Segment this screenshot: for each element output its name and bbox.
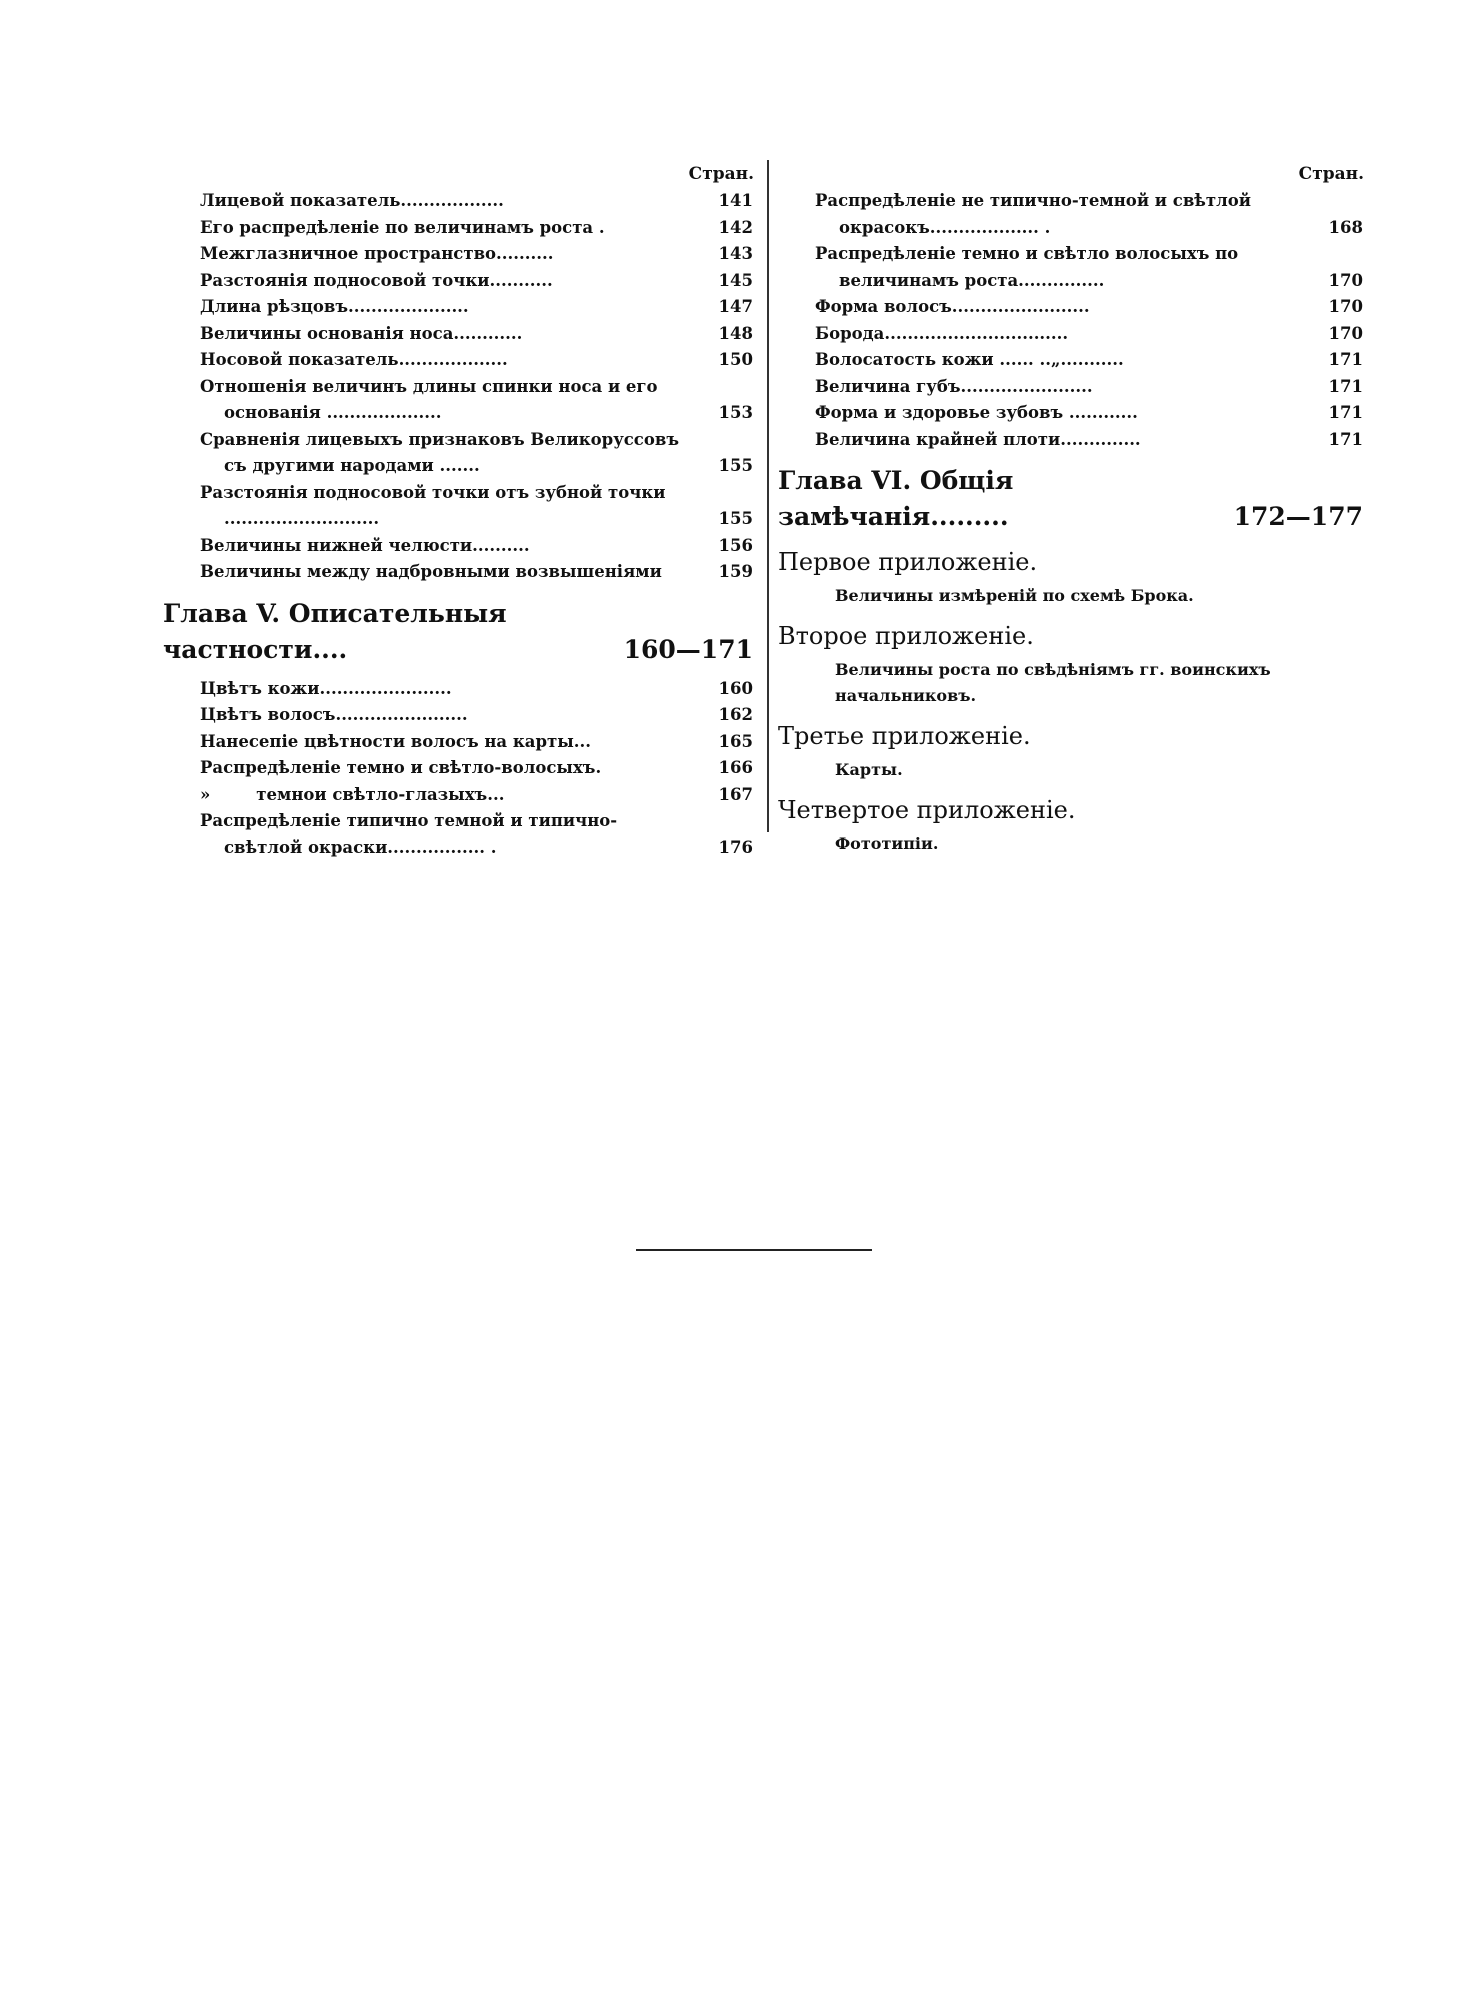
toc-entry-page: 170 xyxy=(1328,297,1363,316)
toc-entry xyxy=(163,559,763,586)
toc-entry-page: 148 xyxy=(718,323,753,343)
toc-entry xyxy=(163,321,763,348)
appendix-title: Четвертое приложеніе. xyxy=(778,796,1076,824)
toc-entry-page: 155 xyxy=(718,509,753,528)
toc-entry xyxy=(163,268,763,295)
toc-right-column xyxy=(778,158,1373,861)
toc-entry-text: Разстоянія подносовой точки отъ зубной точки ........................... xyxy=(200,482,672,528)
toc-entry-page: 170 xyxy=(1328,270,1363,290)
toc-entry-text: Величина губъ....................... xyxy=(815,376,1093,396)
toc-entry xyxy=(163,533,763,560)
toc-entry-text: Длина рѣзцовъ..................... xyxy=(200,297,469,316)
toc-entry-page: 171 xyxy=(1328,376,1363,396)
toc-entry-text: Его распредѣленіе по величинамъ роста . xyxy=(200,217,605,237)
toc-entry xyxy=(163,427,763,480)
toc-entry-page: 176 xyxy=(718,837,753,857)
toc-entry xyxy=(163,480,763,533)
toc-entry-page: 167 xyxy=(718,784,753,804)
toc-entry-page: 156 xyxy=(718,535,753,555)
appendix-title: Второе приложеніе. xyxy=(778,622,1034,650)
toc-entry xyxy=(163,188,763,215)
toc-entry-text: Распредѣленіе типично темной и типично-свѣтлой окраски................. . xyxy=(200,811,618,857)
toc-left-column xyxy=(163,158,763,861)
appendix-description: Фототипіи. xyxy=(835,834,939,853)
toc-entry-text: Величины основанія носа............ xyxy=(200,323,523,343)
toc-entry-text: Нанесепіе цвѣтности волосъ на карты... xyxy=(200,731,592,751)
toc-entry-text: Форма волосъ........................ xyxy=(815,297,1090,316)
toc-entry-page: 145 xyxy=(718,270,753,290)
toc-entry-text: Распредѣленіе темно и свѣтло волосыхъ по величинамъ роста............... xyxy=(815,244,1244,290)
toc-entry-text: Сравненія лицевыхъ признаковъ Великоруссовъ съ другими народами ....... xyxy=(200,429,685,475)
toc-entry xyxy=(163,702,763,729)
toc-entry-text: Разстоянія подносовой точки........... xyxy=(200,270,553,290)
toc-entry-text: Распредѣленіе темно и свѣтло-волосыхъ. xyxy=(200,758,602,777)
toc-entry xyxy=(163,347,763,374)
toc-entry-page: 143 xyxy=(718,244,753,263)
appendix-description: Величины роста по свѣдѣніямъ гг. воинскихъ начальниковъ. xyxy=(835,660,1277,705)
toc-entry-text: » темнои свѣтло-глазыхъ... xyxy=(200,784,505,804)
toc-entry xyxy=(163,241,763,268)
toc-entry-text: Отношенія величинъ длины спинки носа и его основанія .................... xyxy=(200,376,664,422)
chapter-title: Глава V. Описательныя частности.... xyxy=(163,598,516,664)
appendix-title: Третье приложеніе. xyxy=(778,722,1031,750)
toc-entry xyxy=(163,808,763,861)
toc-entry-text: Цвѣтъ волосъ....................... xyxy=(200,705,468,724)
toc-entry-page: 153 xyxy=(718,403,753,422)
toc-entry xyxy=(163,215,763,242)
chapter-title: Глава VI. Общія замѣчанія......... xyxy=(778,466,1023,531)
toc-entry-page: 171 xyxy=(1328,403,1363,422)
toc-entry-text: Лицевой показатель.................. xyxy=(200,191,504,210)
toc-entry-text: Величины между надбровными возвышеніями xyxy=(200,562,662,581)
toc-entry xyxy=(778,374,1373,401)
toc-chapter-heading xyxy=(163,596,763,668)
toc-entry xyxy=(778,347,1373,374)
end-rule xyxy=(636,1249,872,1251)
toc-entry-text: Волосатость кожи ...... ..„........... xyxy=(815,350,1124,369)
appendix-description: Величины измѣреній по схемѣ Брока. xyxy=(835,586,1194,605)
chapter-page-range: 160—171 xyxy=(623,634,753,664)
toc-entry-text: Межглазничное пространство.......... xyxy=(200,244,554,263)
chapter-page-range: 172—177 xyxy=(1233,502,1363,531)
toc-entry-page: 162 xyxy=(718,705,753,724)
page-column-header: Стран. xyxy=(688,164,754,184)
toc-entry-page: 159 xyxy=(718,562,753,581)
toc-entry xyxy=(778,400,1373,427)
page-header-row xyxy=(778,158,1373,188)
toc-entry xyxy=(778,188,1373,241)
toc-entry-page: 150 xyxy=(718,350,753,369)
toc-entry xyxy=(163,374,763,427)
toc-entry-page: 170 xyxy=(1328,323,1363,343)
toc-chapter-heading xyxy=(778,463,1373,535)
page-header-row xyxy=(163,158,763,188)
toc-entry-page: 171 xyxy=(1328,350,1363,369)
toc-entry xyxy=(778,294,1373,321)
toc-entry-text: Цвѣтъ кожи....................... xyxy=(200,678,452,698)
toc-entry xyxy=(163,294,763,321)
toc-entry-page: 142 xyxy=(718,217,753,237)
toc-entry-page: 166 xyxy=(718,758,753,777)
toc-entry xyxy=(778,427,1373,454)
toc-entry xyxy=(163,755,763,782)
column-divider xyxy=(767,160,769,832)
toc-entry-text: Распредѣленіе не типично-темной и свѣтлой окрасокъ................... . xyxy=(815,191,1257,237)
appendix-description: Карты. xyxy=(835,760,903,779)
toc-entry-page: 165 xyxy=(718,731,753,751)
toc-entry-text: Величина крайней плоти.............. xyxy=(815,429,1141,449)
toc-entry-text: Величины нижней челюсти.......... xyxy=(200,535,530,555)
toc-entry-page: 160 xyxy=(718,678,753,698)
toc-entry-page: 147 xyxy=(718,297,753,316)
toc-entry-page: 155 xyxy=(718,456,753,475)
toc-entry-page: 141 xyxy=(718,191,753,210)
toc-entry xyxy=(163,729,763,756)
toc-entry-text: Носовой показатель................... xyxy=(200,350,508,369)
toc-entry-page: 171 xyxy=(1328,429,1363,449)
toc-entry xyxy=(778,241,1373,294)
toc-entry-text: Борода................................ xyxy=(815,323,1069,343)
page-column-header: Стран. xyxy=(1298,164,1364,184)
toc-entry-text: Форма и здоровье зубовъ ............ xyxy=(815,403,1138,422)
toc-entry xyxy=(163,782,763,809)
toc-entry-page: 168 xyxy=(1328,217,1363,237)
toc-entry xyxy=(778,321,1373,348)
toc-entry xyxy=(163,676,763,703)
appendix-title: Первое приложеніе. xyxy=(778,548,1038,576)
